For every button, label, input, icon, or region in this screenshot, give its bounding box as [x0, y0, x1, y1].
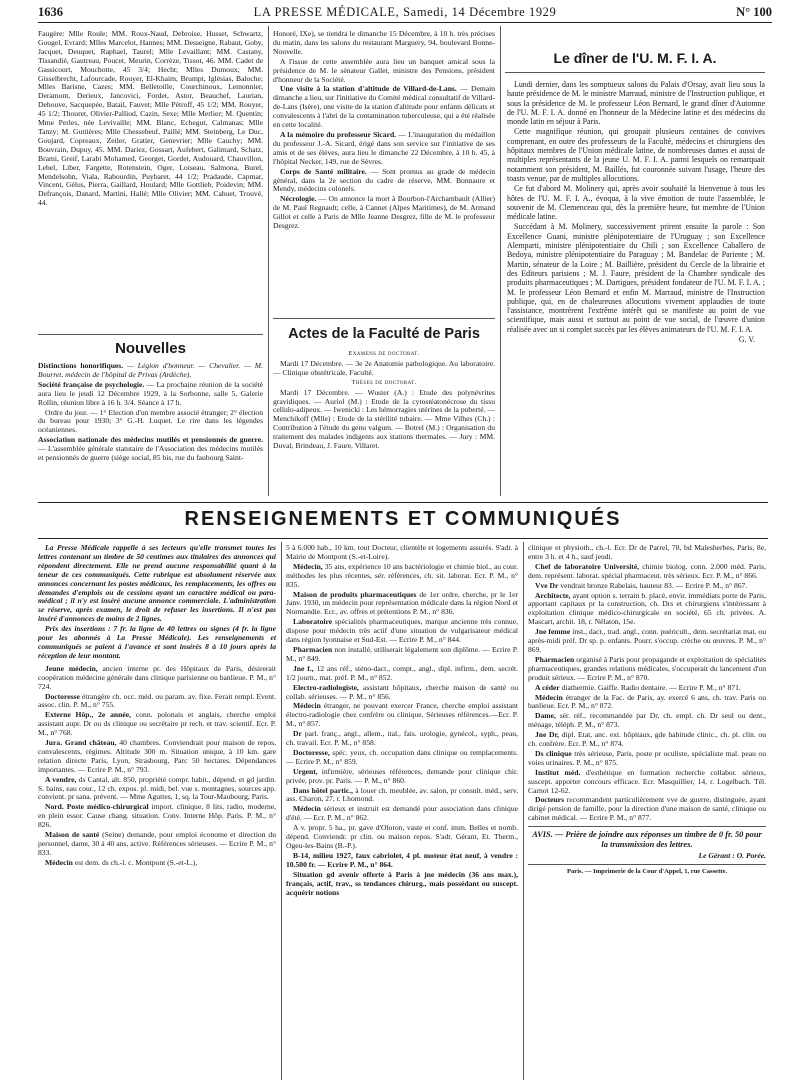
ad-7-text: (Seine) demande, pour emploi économe et direction du personnel, dame, 30 à 40 ans, active. Références sérieuses. — Ecrire P. M., n° 833. [38, 830, 276, 857]
ad-text: assistant hôpitaux, cherche maison de santé ou collab. sérieuses. — P. M., n° 856. [286, 682, 518, 701]
column-rule [500, 26, 501, 496]
results-list [38, 30, 263, 330]
ad-heading: Vve Dr [535, 580, 559, 590]
ad-text: de 1er ordre, cherche, pr le 1er Janv. 1930, un médecin pour représentation médicale dans la région Nord et Normandie. Ecr., av. offres et prétentions P. M., n° 836. [286, 589, 518, 617]
ad-cont-text: clinique et physioth., ch.-l. Ecr. Dr de Parrel, 78, bd Malesherbes, Paris, 8e, entre 3 h. et 4 h., sauf jeudi. [528, 544, 766, 561]
ad-text: 12 ans réf., sténo-dact., compt., angl., dipl. infirm., dem. secrét. 1/2 journ., mat. préf. P. M., n° 852. [286, 663, 518, 682]
ad-heading: Electro-radiologiste, [293, 682, 359, 692]
ad-text: diathermie. Gaiffe. Radio dentaire. — Ecrire P. M., n° 871. [559, 682, 741, 692]
nouvelles-title: Nouvelles [115, 340, 186, 357]
col2-head-6: Nécrologie. [280, 194, 317, 204]
ad-text: étranger, ne pouvant exercer France, cherche emploi assistant électro-radiologie chez confrère ou clinique. Sérieuses références.—Ecr. P. M., n° 857. [286, 701, 518, 729]
actes-column [273, 350, 495, 496]
ad-heading: Pharmacien [535, 654, 575, 664]
diner-para-2: Cette magnifique réunion, qui groupait plusieurs centaines de convives comprenant, en outre des professeurs de la Faculté, médecins et chirurgiens des hôpitaux membres de l'Union médicale latine, de nombreuses dames et aussi de multiples représentants de la jeune U. M. F. I. A. parmi lesquels on remarquait notamment son président, M. Baillés, fut couronnée suivant l'usage, l'heure des toasts venue, par de multiples allocutions. [507, 127, 765, 183]
ad-5-heading: A vendre, [45, 774, 77, 784]
diner-para-1: Lundi dernier, dans les somptueux salons du Palais d'Orsay, avait lieu sous la haute présidence de M. le ministre Marraud, ministre de l'Instruction publique, et sous la présidence de M. le professeur Léon Bernard, le grand dîner d'Automne de l'U. M. F. I. A. donné en l'honneur de la Médecine latine et des médecins du monde latin en séjour à Paris. [507, 80, 765, 127]
diner-column [507, 80, 765, 500]
ad-4-text: 40 chambres. Conviendrait pour maison de repos, convalescents, régimes. Altitude 300 m. Situation unique, à 10 km. gare relation directe Paris, Lyon, Strasbourg, Parc 50 hectares. Dépendances importantes. — Ecrire P. M., n° 793. [38, 738, 276, 774]
nouvelles-head-4: Association nationale des médecins mutilés et pensionnés de guerre. [38, 435, 263, 445]
section-divider [38, 502, 768, 503]
ad-heading: A céder [535, 682, 560, 692]
actes-title: Actes de la Faculté de Paris [288, 326, 480, 342]
ad-text: non installé, utiliserait légalement son diplôme. — Ecrire P. M., n° 849. [286, 644, 518, 663]
column-rule [523, 542, 524, 1080]
ad-heading: Maison de produits pharmaceutiques [293, 589, 417, 599]
ad-1-text: ancien interne pr. des Hôpitaux de Paris, désirerait coopération médecine générale dans clinique parisienne ou banlieue. P. M., n° 724. [38, 663, 276, 691]
ad-heading: Doctoresse, [293, 747, 330, 757]
ad-heading: Architecte, [535, 590, 571, 600]
ad-heading: Urgent, [293, 766, 318, 776]
renseignements-title: RENSEIGNEMENTS ET COMMUNIQUÉS [184, 508, 622, 530]
col2-head-3: Une visite à la station d'altitude de Villard-de-Lans. [280, 84, 457, 94]
col2-body-4: — L'inauguration du médaillon du professeur J.-A. Sicard, érigé dans son service sur l'initiative de ses amis et de ses élèves, aura lieu le dimanche 22 Décembre, à 10 h. 45, à l'hôpital Necker, 149, rue de Sèvres. [273, 129, 495, 166]
nouvelles-head-1: Distinctions honorifiques. [38, 362, 124, 370]
nouvelles-body-1: — Légion d'honneur. — Chevalier. — M. Bourret, médecin de l'hôpital de Privas (Ardèche). [38, 362, 263, 379]
ad-heading: Pharmacien [293, 644, 333, 654]
ad-cont-text: 5 à 6.000 hab., 10 km. tout Docteur, clientèle et logements assurés. S'adr. à Mairie de Montpont (S.-et-Loire). [286, 544, 518, 561]
column-rule [268, 26, 269, 496]
ad-heading: Docteurs [535, 795, 565, 805]
ad-text: recommandent particulièrement vve de guerre, distinguée, ayant dirigé pension de famille, pour la direction d'une maison de santé, clinique ou cabinet médical. — Ecrire P. M., n° 877. [528, 795, 766, 823]
ad-text: à louer ch. meublée, av. salon, pr consult. méd., serv. ass. Charon, 27, r. Lhomond. [286, 785, 518, 804]
col2-body-5: — Sont promus au grade de médecin général, dans la 2e section du cadre de réserve, MM. Bonnaure et Mendy, médecins colonels. [273, 166, 495, 194]
ad-heading: Médecin, [293, 561, 323, 571]
actes-subtitle-1: Examens de doctorat. [348, 350, 420, 357]
actes-para-1: Mardi 17 Décembre. — 3e 2e Anatomie pathologique. Au laboratoire. — Clinique obstétricale. Faculté. [273, 358, 495, 377]
ad-heading: Dame, [535, 711, 556, 721]
ad-heading: Dans hôtel partic., [293, 785, 354, 795]
ad-heading: Médecin [293, 804, 321, 814]
diner-para-4: Succédant à M. Molinery, successivement prirent ensuite la parole : Son Excellence Guani, ministre plénipotentiaire de l'Uruguay ; son Excellence Alemparti, ministre plénipotentiaire du Chili ; son Excellence Caballero de Bedoya, ministre plénipotentiaire du Paraguay ; M. Bandelac de Pariente ; M. Martin, sénateur de la Loire ; M. Baillière, président du Cercle de la librairie et des Editeurs parisiens ; M. J. Faure, président de la Chambre syndicale des produits pharmaceutiques ; M. Dartigues, président fondateur de l'U. M. F. I. A. ; M. le professeur Léon Bernard et enfin M. Marraud, ministre de l'Instruction publique, qui, en de chaleureuses allocutions vivement applaudies de toute l'assistance, montrèrent l'extrême intérêt qui se manifeste au point de vue scientifique, mais aussi et surtout au point de vue social, de l'œuvre d'union réalisée avec un si complet succès par les élèves animateurs de l'U. M. F. I. A. [507, 222, 765, 334]
ad-heading: Médecin [293, 701, 321, 711]
ad-text: étranger de la Fac. de Paris, ay. exercé 6 ans, ch. trav. Paris ou banlieue. Ecr. P. M., n° 872. [528, 692, 766, 711]
ads-column-1 [38, 544, 276, 1080]
nouvelles-head-2: Société française de psychologie. [38, 379, 145, 389]
ad-2-heading: Doctoresse [45, 691, 80, 701]
ad-2-text: étrangère ch. occ. méd. ou param. av. fixe. Ferait rempl. Event. assoc. clin. P. M., n° 755. [38, 691, 276, 710]
ad-text: parl. franç., angl., allem., ital., fais. urologie, gynécol., syph., peau, ch. travail. Ecr. P. M., n° 858. [286, 729, 518, 748]
diner-para-3: Ce fut d'abord M. Molinery qui, après avoir souhaité la bienvenue à tous les hôtes de l'U. M. F. I. A., évoqua, à la vive émotion de toute l'assemblée, le souvenir de M. Clemenceau qui, dès la première heure, fut membre de l'Union médicale latine. [507, 184, 765, 222]
col2-head-5: Corps de Santé militaire. [280, 166, 367, 176]
col2-head-4: A la mémoire du professeur Sicard. [280, 129, 397, 139]
ad-text: inst., dact., trad. angl., conn. puéricult., dem. secrétariat mat. ou après-midi préf. Dr sp. p. enfants. Pourr. s'occup. crèche ou œuvres. P. M., n° 869. [528, 627, 766, 654]
column-rule [281, 542, 282, 1080]
divider [528, 826, 766, 827]
ad-text: spéc. yeux, ch. occupation dans clinique ou remplacements. — Ecrire P. M., n° 859. [286, 747, 518, 766]
ads-column-2 [286, 544, 518, 1080]
ad-heading: Institut méd. [535, 767, 581, 777]
ads-prices: Prix des insertions : 7 fr. la ligne de 40 lettres ou signes (4 fr. la ligne pour les abonnés à La Presse Médicale). Les renseignements et communiqués se paient à l'avance et sont insérés 8 à 10 jours après la réception de leur montant. [38, 624, 276, 660]
ad-heading: Dr [293, 729, 302, 739]
ad-text: chimie biolog. conn. 2.000 méd. Paris, dem. représent. laborat. spécial pharmaceut. très sérieux. Ecr. P. M., n° 866. [528, 561, 766, 580]
actes-para-2: Mardi 17 Décembre. — Wuster (A.) : Etude des polynévrites gravidiques. — Auriol (M.) : Etude de la cytostéatonécrose du tissu cellulo-adipeux. — Iwenicki : Les hémorragies utérines de la puberté. — Menchikoff (Mlle) : Etude de la stérilité tubaire. — Mme Vilhes (Ch.) : Contribution à l'étude du genu valgum. — Botrel (M.) : Organisation du traitement des malades indigents aux stations thermales. — Jury : MM. Duval, Brindeau, J. Faure, Villaret. [273, 387, 495, 451]
ad-heading: Médecin [535, 692, 563, 702]
ad-heading: Jne f., [293, 663, 314, 673]
ad-text: dipl. Etat, anc. ext. hôpitaux, gde habitude clinic., ch. pl. clin. ou ch. confrère. Ecr. P. M., n° 874. [528, 730, 766, 749]
ad-text: sérieux et instruit est demandé pour association dans clinique d'été. — Ecr. P. M., n° 862. [286, 804, 518, 823]
ad-text: d'esthétique en formation recherche collabor. sérieux, suscept. apporter concours efficace. Ecr. Masquillier, 14, r. Logelbach. Tél. Carnot 12-62. [528, 767, 766, 795]
journal-title: LA PRESSE MÉDICALE, Samedi, 14 Décembre 1929 [253, 5, 557, 19]
ad-3-heading: Externe Hôp., 2e année, [45, 710, 132, 720]
diner-signature: G. V. [738, 335, 755, 345]
ad-6-text: import. clinique, 8 lits, radio, moderne, en plein essor. Cause chang. situation. Conv. Interne Hôp. Paris. P. M., n° 826. [38, 802, 276, 830]
nouvelles-body-4: — L'assemblée générale statutaire de l'Association des médecins mutilés et pensionnés de guerre (siège social, 85 bis, rue du faubourg Saint- [38, 444, 263, 463]
gerant-line: Le Gérant : O. Porée. [698, 851, 766, 861]
ad-3-text: conn. polonais et anglais, cherche emploi assistant aupr. Dr ou ds clinique ou secrétaire pr rech. et trav. scientif. Ecr. P. M., n° 768. [38, 710, 276, 738]
results-text: Faugère: Mlle Roule; MM. Roux-Naud, Debroise, Husset, Schwartz, Gougel, Evrard; Mlles Marcelot, Hannes; MM. Desseigne, Rabaut, Goby, Jacquet, Deuquet, Raphael, Taurel; Mlle Levaillant; MM. Castany, Tissandié, Gautreau, Poucet, Meurin, Corrèze, Tissot, 46. MM. Cadet de Gassicourt, Mouchotte, 45 3/4; Hecht; Mlles Dumoux; MM. Gisselbrecht, Lafourcade, Rouyer, El-Khaim, Brumpt, Iglésias, Baloche; Mlles Barisne, Cazes; MM. Belletoille, Courchinoux, Lemonnier, Deramont, Derieux, Jancovici, Fordet, Astor, Beauchef, Laurian, Dehouve, Sacquepée, Batail, Fauvet; Mlle Pétroff, 45 1/2; MM. Rouyer, 45 1/2; Thouret, Olivier-Palliod, Cazin, Sexe; Mlle Merlier; M. Quentin; Mme Perles, née Levivaille; MM. Blanc, Echegut, Calmanas; Mlle Tanzy; M. Guttières; Mlle Chessebeuf, Paillé; MM. Steinberg, Le Duc, Goujard, Copreaux, Zeiler, Gratier, Genevrier; Mlle Cauchy; MM. Bouvrain, Dupuy, 45. MM. Dariez, Gossart, Aufebert, Galimard, Schatz, Brami, Greif, Larabi Mohamed, Georget, Gordet, Audouard, Chauvillon, Lebel, Liber, Fargette, Rotenstein, Oger, Loiseau, Salmona, Burel, Mendelsohn, Viala, Rabourdin, Puybaret, 44 1/2; Pradaude, Capmar, Vincent, Gélus, Pierra, Gaillard, Houlard; Mlle Gottlieb, Poidevin; MM. Defrançois, Danard, Martini, Hallé; Mlle Olivier; MM. Cahuet, Trouvé, 44. [38, 30, 263, 208]
col2-para-2: A l'issue de cette assemblée aura lieu un banquet amical sous la présidence de M. le sénateur Gallet, ministre des Pensions, président d'honneur de la Société. [273, 56, 495, 84]
ad-4-heading: Jura. Grand château, [45, 738, 117, 748]
ad-heading: Situation gd avenir [293, 869, 359, 879]
ad-1-heading: Jeune médecin, [45, 663, 98, 673]
ad-heading: Laboratoire [293, 617, 333, 627]
ad-text: offerte à Paris à jne médecin (36 ans max.), français, actif, trav., ss tendances chirurg., mais possédant ou suscept. acquérir notions [286, 869, 518, 897]
ad-6-heading: Nord. Poste médico-chirurgical [45, 802, 149, 812]
nouvelles-body-2: — La prochaine réunion de la société aura lieu le jeudi 12 Décembre 1929, à la Sorbonne, salle 5, Galerie Rollin, réunion libre à 16 h. 3/4. Séance à 17 h. [38, 379, 263, 407]
divider [528, 864, 766, 865]
ad-heading: B-14, milieu 1927, [293, 850, 353, 860]
issue-number: N° 100 [736, 5, 772, 19]
ad-text: spécialités pharmaceutiques, marque ancienne très connue, dispose pour médecin très actif d'une situation de vulgarisateur médical dans région lyonnaise et Sud-Est. — Ecrire P. M., n° 844. [286, 617, 518, 645]
divider [38, 334, 263, 335]
ad-text: organisé à Paris pour propagande et exploitation de spécialités pharmaceutiques, grandes relations médicales, s'occuperait du lancement d'un produit sérieux. — Ecrire P. M., n° 870. [528, 654, 766, 682]
ad-text: A v. propr. 5 ha., pr. gave d'Oloron, vaste et conf. imm. Belles et nomb. dépend. Conviendr. pr clin. ou maison repos. S'adr. Gérant, Et. Therm., Ogeu-les-Bains (B.-P.). [286, 823, 518, 850]
ad-text: très sérieuse, Paris, poste pr oculiste, spécialiste mal. peau ou voies urinaires. P. M., n° 875. [528, 748, 766, 767]
avis-notice: AVIS. — Prière de joindre aux réponses un timbre de 0 fr. 50 pour la transmission des lettres. [532, 830, 762, 849]
ad-heading: Jne Dr, [535, 730, 560, 740]
ad-text: vendrait bronze Rabelais, hauteur 83. — Ecrire P. M., n° 867. [558, 580, 748, 590]
ad-8-text: est dem. ds ch.-l. c. Montpont (S.-et-L.), [72, 857, 198, 867]
ads-intro: La Presse Médicale rappelle à ses lecteurs qu'elle transmet toutes les lettres contenant un timbre de 50 centimes aux titulaires des annonces qui répondent directement. Elle ne prend aucune responsabilité quant à la teneur de ces communiqués. Cette rubrique est absolument réservée aux annonces concernant les postes médicaux, les remplacements, les offres ou demandes d'emplois ou de cessions ayant un caractère médical ou para-médical ; il n'y est inséré aucune annonce commerciale. L'administration se réserve, après examen, le droit de refuser les insertions. Il n'est pas inséré d'annonces de moins de 2 lignes. [38, 544, 276, 624]
ad-heading: Chef de laboratoire Université, [535, 561, 640, 571]
ad-text: infirmière, sérieuses références, demande pour clinique chir. privée, prov. pr. Paris. — P. M., n° 860. [286, 766, 518, 785]
ad-text: faux cabriolet, 4 pl. moteur état neuf, à vendre : 10.500 fr. — Ecrire P. M., n° 864. [286, 850, 518, 869]
divider [273, 318, 495, 319]
ad-text: 35 ans, expérience 10 ans bactériologie et chimie biol., au cour. méthodes les plus récentes, sér. références, ch. sit. laborat. Ecr. P. M., n° 835. [286, 561, 518, 589]
page-number: 1636 [38, 5, 63, 19]
section-divider [38, 538, 768, 539]
ads-column-3 [528, 544, 766, 1080]
divider [505, 72, 765, 73]
ad-heading: Jne femme [535, 627, 571, 637]
col2-body-3: — Demain dimanche a lieu, sur l'initiative du Comité médical consultatif de Villard-de-Lans (Isère), une visite de la station d'altitude pour enfants délicats et convalescents à l'abri de la contamination tuberculeuse, qui a été réalisée en cette localité. [273, 84, 495, 130]
ad-text: sér. réf., recommandée par Dr, ch. empl. ch. Dr seul ou dent., ménage, téléph. P. M., n° 873. [528, 711, 766, 730]
ad-8-heading: Médecin [45, 857, 73, 867]
page-header [38, 2, 772, 23]
nouvelles-body-3: Ordre du jour. — 1° Election d'un membre associé étranger; 2° élection du bureau pour 1930; 3° G.-H. Luquet. Le rire dans les légendes océaniennes. [38, 407, 263, 435]
col2-para-1: Honoré, IXe), se tiendra le dimanche 15 Décembre, à 10 h. très précises du matin, dans les salons du restaurant Marguery, 94, boulevard Bonne-Nouvelle. [273, 30, 495, 56]
imprimerie-line: Paris. — Imprimerie de la Cour d'Appel, 1, rue Cassette. [566, 868, 728, 876]
news-column-2 [273, 30, 495, 315]
col2-body-6: — On annonce la mort à Bourbon-l'Archambault (Allier) de M. Paul Regnault; celle, à Cannet (Alpes Maritimes), de M. Armand Gillot et celle à Paris de Mlle Jeanne Desgrez, fille de M. le professeur Desgrez. [273, 194, 495, 231]
actes-subtitle-2: Thèses de doctorat. [351, 378, 417, 386]
ad-7-heading: Maison de santé [45, 830, 100, 840]
ad-5-text: ds Cantal, alt. 850, propriété compr. habit., dépend. et gd jardin. S. bains, eau cour., 12 ch. expos. pl. midi, bel. vue s. montagnes, sources app. convient. pr sana. prévent. — Mme Aguttes, 1, sq. la Tour-Maubourg, Paris. [38, 774, 276, 802]
ad-heading: Ds clinique [535, 748, 572, 758]
diner-title: Le dîner de l'U. M. F. I. A. [553, 50, 717, 66]
ad-text: ayant option s. terrain b. placé, envir. immédiats porte de Paris, apportant capitaux pr la construction, ch. Drs et chirurgiens s'intéressant à exploitation clinique médico-chirurgicale en société, 65 ch. privées. A. Mascart, archit. 18, r. Nélaton, 15e. [528, 590, 766, 627]
